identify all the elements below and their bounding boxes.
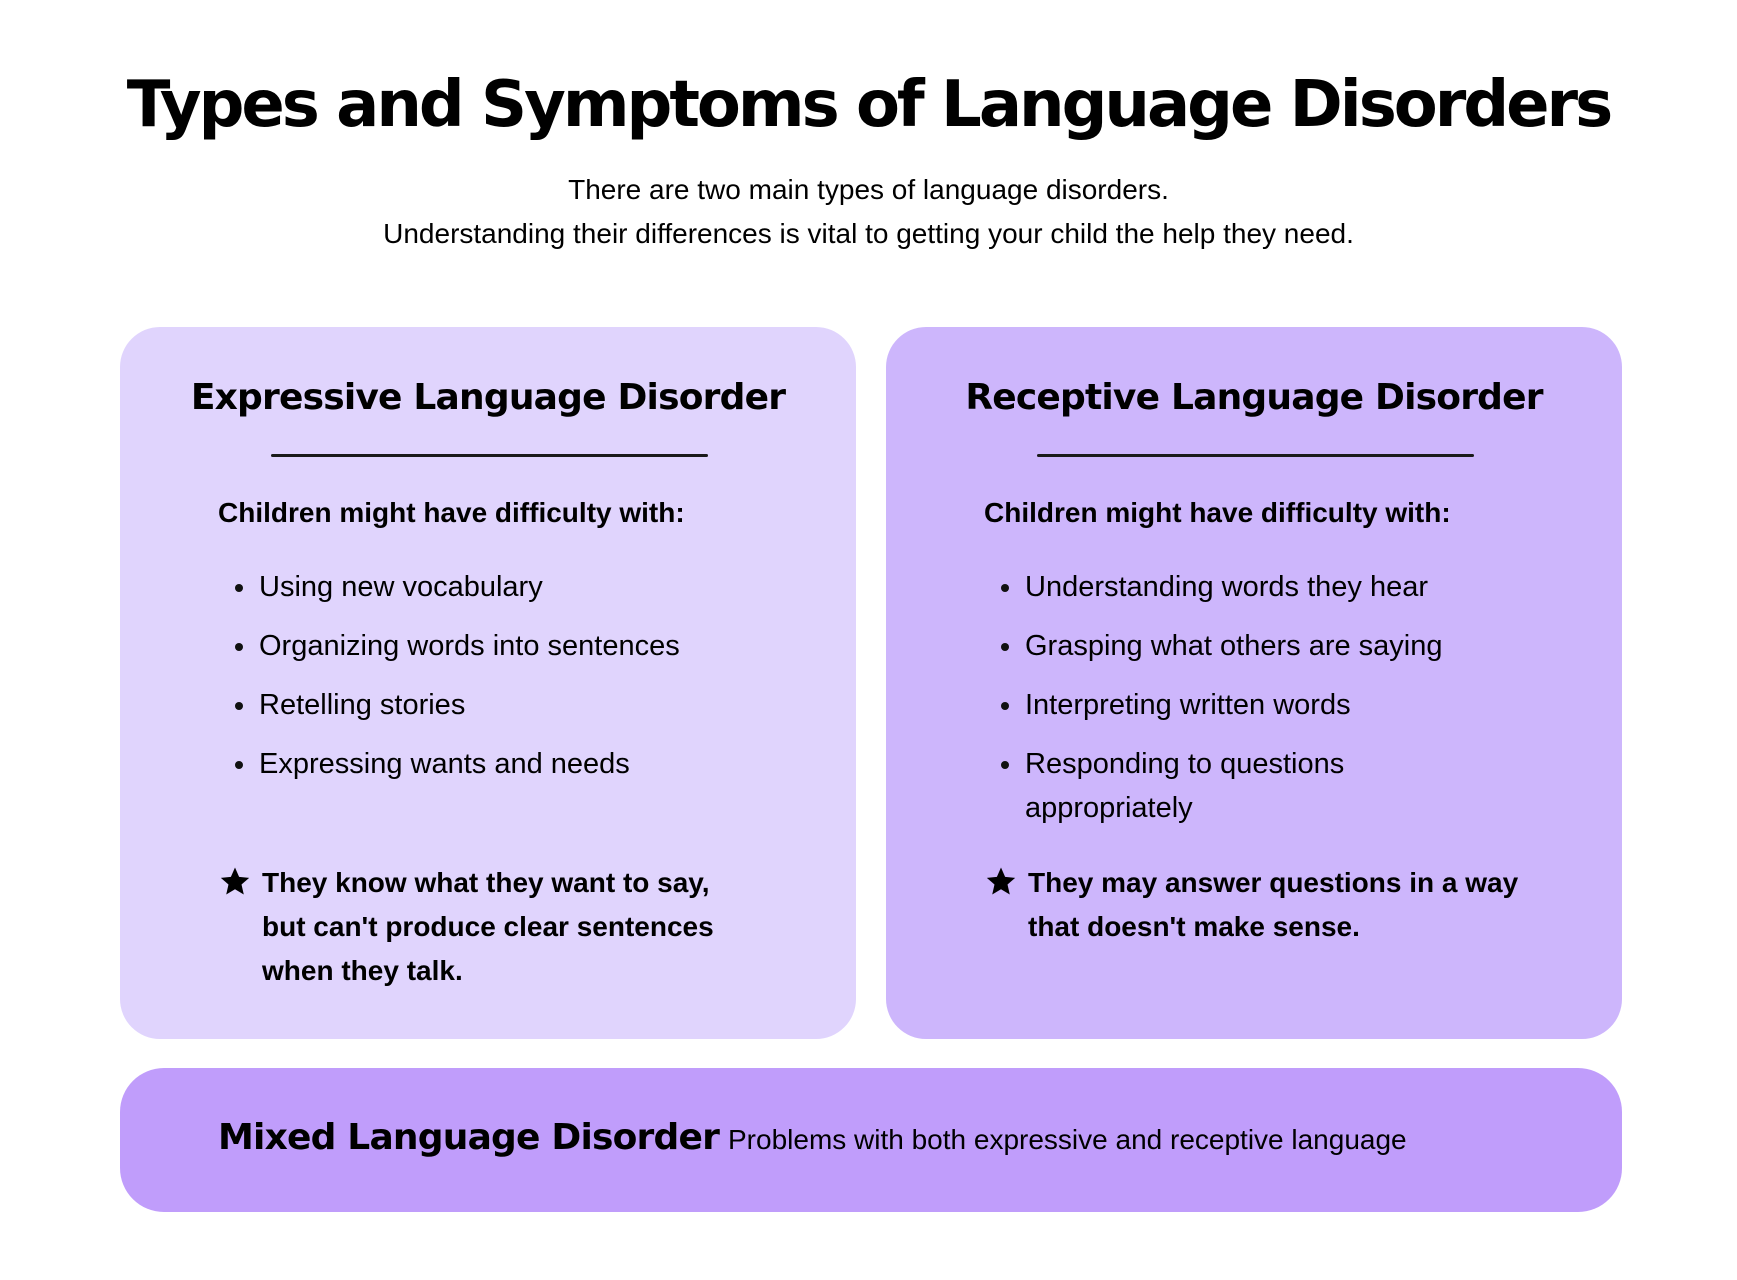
bullet-icon — [235, 584, 243, 592]
list-item: Grasping what others are saying — [984, 624, 1504, 668]
note-text: They may answer questions in a way that doesn't make sense. — [1028, 867, 1519, 942]
list-item: Using new vocabulary — [218, 565, 738, 609]
title-underline — [271, 454, 708, 457]
title-underline — [1037, 454, 1474, 457]
bullet-icon — [235, 643, 243, 651]
mixed-disorder-banner — [120, 1068, 1622, 1212]
mixed-description: Problems with both expressive and receptive language — [728, 1124, 1407, 1155]
subtitle-line-1: There are two main types of language disorders. — [568, 174, 1169, 205]
key-note — [218, 861, 758, 993]
star-icon — [218, 865, 252, 899]
mixed-title: Mixed Language Disorder — [218, 1117, 720, 1158]
symptom-list — [218, 565, 738, 801]
list-item: Expressing wants and needs — [218, 742, 738, 786]
page-subtitle — [0, 168, 1737, 256]
receptive-disorder-card — [886, 327, 1622, 1039]
expressive-disorder-card — [120, 327, 856, 1039]
list-item: Responding to questions appropriately — [984, 742, 1405, 830]
star-icon — [984, 865, 1018, 899]
card-intro: Children might have difficulty with: — [984, 497, 1451, 528]
bullet-icon — [1001, 761, 1009, 769]
bullet-icon — [235, 761, 243, 769]
bullet-icon — [1001, 702, 1009, 710]
subtitle-line-2: Understanding their differences is vital to getting your child the help they need. — [383, 218, 1354, 249]
symptom-list — [984, 565, 1504, 845]
bullet-icon — [1001, 584, 1009, 592]
card-title: Expressive Language Disorder — [190, 377, 786, 418]
list-item: Organizing words into sentences — [218, 624, 738, 668]
list-item: Interpreting written words — [984, 683, 1504, 727]
list-item: Retelling stories — [218, 683, 738, 727]
page-title: Types and Symptoms of Language Disorders — [126, 68, 1611, 142]
card-title: Receptive Language Disorder — [965, 377, 1543, 418]
key-note — [984, 861, 1544, 949]
bullet-icon — [1001, 643, 1009, 651]
card-intro: Children might have difficulty with: — [218, 497, 685, 528]
list-item: Understanding words they hear — [984, 565, 1504, 609]
note-text: They know what they want to say, but can't produce clear sentences when they talk. — [262, 867, 714, 986]
bullet-icon — [235, 702, 243, 710]
